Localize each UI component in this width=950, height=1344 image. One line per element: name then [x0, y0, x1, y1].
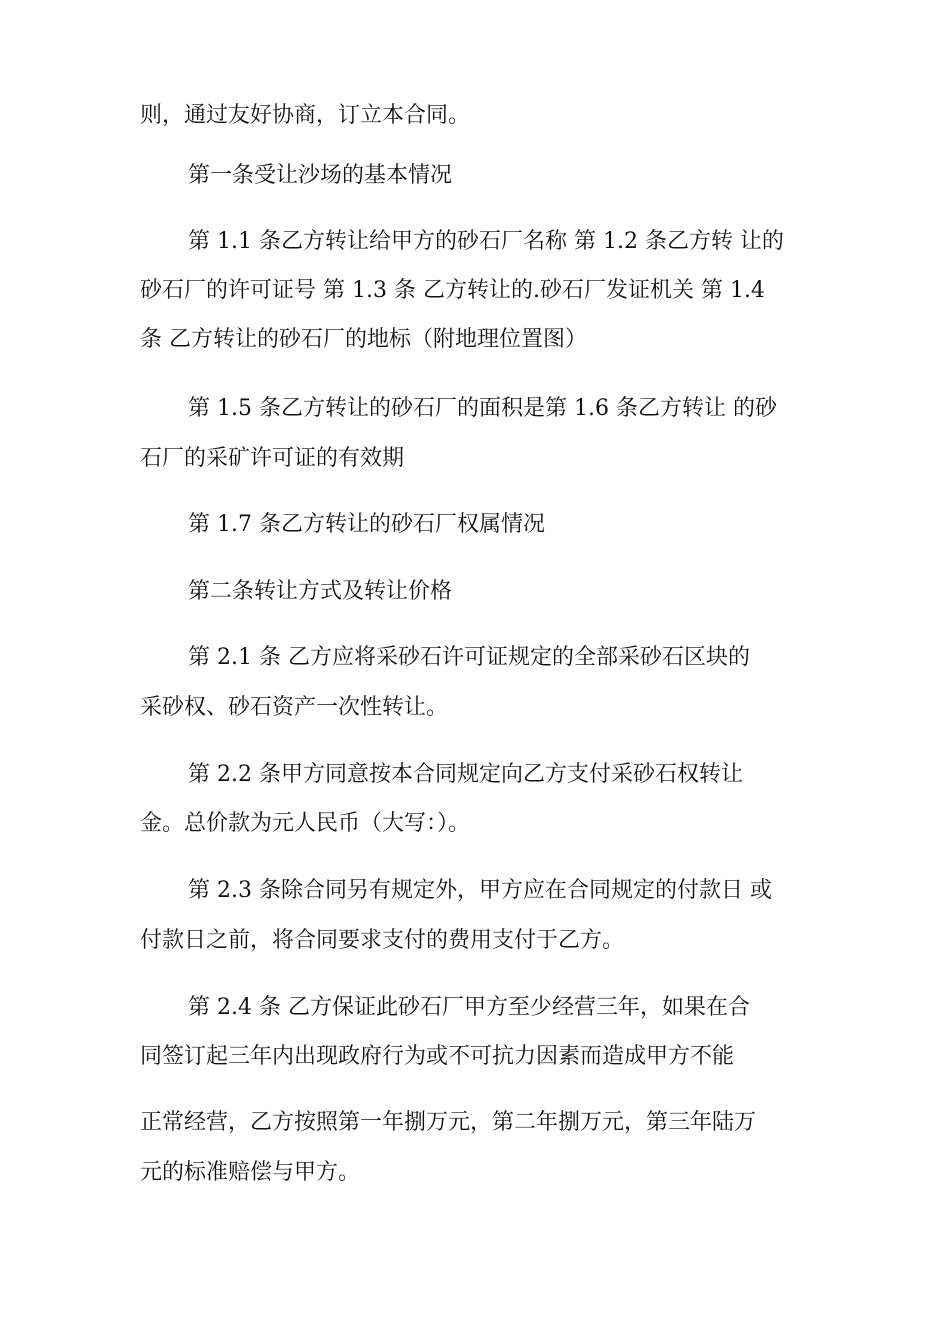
text-line: 元的标准赔偿与甲方。 [140, 1160, 361, 1185]
text-line: 第 2.3 条除合同另有规定外，甲方应在合同规定的付款日 或 [188, 878, 772, 903]
text-line: 第 1.1 条乙方转让给甲方的砂石厂名称 第 1.2 条乙方转 让的 [188, 229, 784, 254]
text-line: 第 1.5 条乙方转让的砂石厂的面积是第 1.6 条乙方转让 的砂 [188, 396, 777, 421]
section-heading-article-1: 第一条受让沙场的基本情况 [188, 163, 453, 188]
text-line: 第 2.4 条 乙方保证此砂石厂甲方至少经营三年，如果在合 [188, 995, 750, 1020]
text-line: 采砂权、砂石资产一次性转让。 [140, 695, 449, 720]
text-line: 石厂的采矿许可证的有效期 [140, 446, 405, 471]
text-line: 砂石厂的许可证号 第 1.3 条 乙方转让的.砂石厂发证机关 第 1.4 [140, 278, 765, 303]
text-line: 正常经营，乙方按照第一年捌万元，第二年捌万元，第三年陆万 [140, 1110, 757, 1135]
section-heading-article-2: 第二条转让方式及转让价格 [188, 579, 453, 604]
text-line: 条 乙方转让的砂石厂的地标（附地理位置图） [140, 327, 587, 352]
text-line: 付款日之前，将合同要求支付的费用支付于乙方。 [140, 928, 625, 953]
text-line: 第 2.1 条 乙方应将采砂石许可证规定的全部采砂石区块的 [188, 645, 750, 670]
text-line: 第 2.2 条甲方同意按本合同规定向乙方支付采砂石权转让 [188, 762, 743, 787]
text-line: 金。总价款为元人民币（大写：）。 [140, 811, 471, 836]
text-line: 同签订起三年内出现政府行为或不可抗力因素而造成甲方不能 [140, 1044, 735, 1069]
text-line: 第 1.7 条乙方转让的砂石厂权属情况 [188, 512, 545, 537]
text-line: 则，通过友好协商，订立本合同。 [140, 103, 471, 128]
